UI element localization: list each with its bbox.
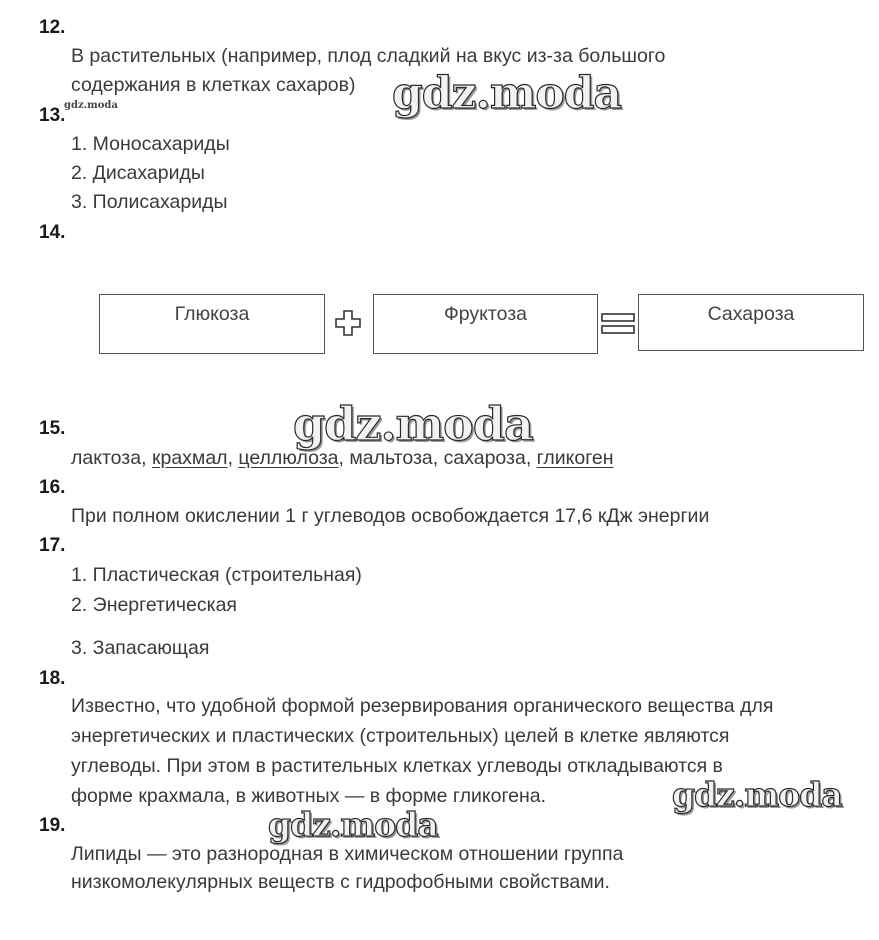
watermark-small: gdz.moda [64, 100, 118, 111]
word-starch: крахмал [151, 447, 228, 469]
word-glycogen: гликоген [536, 447, 614, 469]
item-number-16: 16. [39, 477, 66, 498]
word-sucrose: сахароза [443, 447, 526, 469]
answer-17-item-1: 1. Пластическая (строительная) [71, 564, 362, 586]
word-lactose: лактоза [71, 447, 142, 469]
answer-17-item-3: 3. Запасающая [71, 637, 210, 659]
word-maltose: мальтоза [349, 447, 433, 469]
answer-13-item-1: 1. Моносахариды [71, 133, 230, 155]
equals-icon [600, 312, 636, 341]
item-number-13: 13. [39, 105, 66, 126]
box-sucrose: Сахароза [638, 294, 864, 351]
answer-13-item-3: 3. Полисахариды [71, 191, 228, 213]
answer-18-line-4: форме крахмала, в животных — в форме гликогена. [71, 785, 547, 807]
answer-19-line-1: Липиды — это разнородная в химическом отношении группа [71, 843, 624, 865]
watermark-logo: gdz.moda [268, 805, 438, 844]
watermark-logo: gdz.moda [392, 68, 622, 119]
answer-18-line-3: углеводы. При этом в растительных клетках углеводы откладываются в [71, 755, 723, 777]
box-glucose: Глюкоза [99, 294, 325, 354]
plus-icon [334, 309, 362, 342]
word-cellulose: целлюлоза [238, 447, 339, 469]
answer-12-line-2: содержания в клетках сахаров) [71, 74, 356, 96]
item-number-14: 14. [39, 222, 66, 243]
answer-19-line-2: низкомолекулярных веществ с гидрофобными свойствами. [71, 871, 610, 893]
answer-18-line-1: Известно, что удобной формой резервирования органического вещества для [71, 695, 774, 717]
answer-17-item-2: 2. Энергетическая [71, 594, 237, 616]
answer-12-line-1: В растительных (например, плод сладкий на вкус из-за большого [71, 45, 666, 67]
watermark-logo: gdz.moda [293, 397, 533, 451]
item-number-15: 15. [39, 418, 66, 439]
item-number-17: 17. [39, 535, 66, 556]
answer-15-list: лактоза, крахмал, целлюлоза, мальтоза, сахароза, гликоген [71, 447, 614, 469]
answer-13-item-2: 2. Дисахариды [71, 162, 205, 184]
item-number-12: 12. [39, 17, 66, 38]
box-fructose: Фруктоза [373, 294, 598, 354]
watermark-logo: gdz.moda [672, 775, 842, 814]
item-number-18: 18. [39, 668, 66, 689]
answer-16: При полном окислении 1 г углеводов освобождается 17,6 кДж энергии [71, 505, 710, 527]
item-number-19: 19. [39, 815, 66, 836]
answer-18-line-2: энергетических и пластических (строительных) целей в клетке являются [71, 725, 730, 747]
